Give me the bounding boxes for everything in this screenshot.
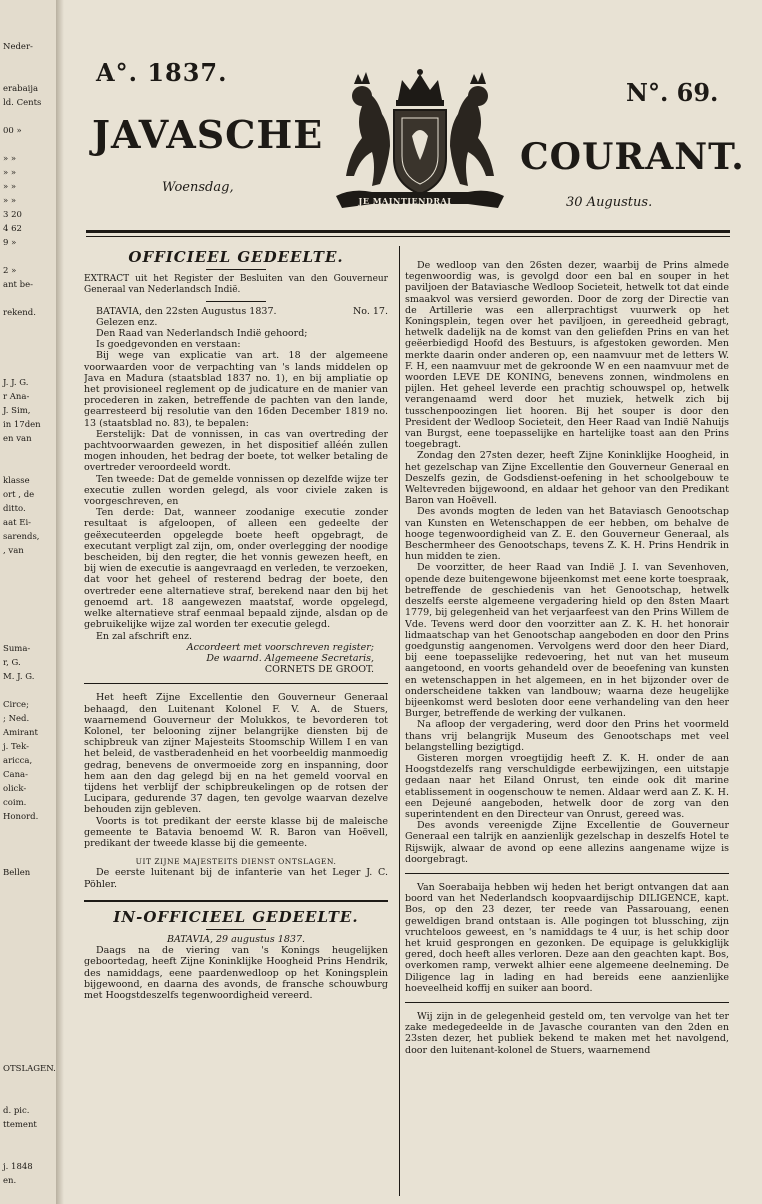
strip-fragment: ; Ned.: [3, 714, 30, 724]
news-paragraph: Wij zijn in de gelegenheid gesteld om, ten vervolge van het ter zake medegedeelde in de Javasche couranten van den 2den en 23sten dezer, het publiek bekend te maken met het navolgend, door den luitenant-kolonel de Stuers, waarnemend: [405, 1011, 729, 1056]
inofficieel-paragraph: Daags na de viering van 's Konings heugelijken geboortedag, heeft Zijne Koninklijke Hoogheid Prins Hendrik, des namiddags, eene paardenwedloop op het Koningsplein bijgewoond, en daarna des avonds, de fransche schouwburg met Hoogstdeszelfs tegenwoordigheid vereerd.: [84, 945, 388, 1001]
strip-fragment: r Ana-: [3, 392, 30, 402]
strip-fragment: OTSLAGEN.: [3, 1064, 56, 1074]
strip-fragment: Suma-: [3, 644, 31, 654]
strip-fragment: ant be-: [3, 280, 34, 290]
heading-rule: [206, 929, 266, 930]
decree-line-1: Gelezen enz.: [96, 316, 158, 328]
decree-line-3: Is goedgevonden en verstaan:: [96, 339, 241, 351]
news-paragraph: De voorzitter, de heer Raad van Indië J. I. van Sevenhoven, opende deze buitengewone bijeenkomst met eene korte toespraak, betreffende de geschiedenis van het Genootschap, hetwelk deszelfs eerste algemeene vergadering hield op den 8sten Maart 1779, bij gelegenheid van het verjaarfeest van den Prins Willem de Vde. Tevens werd door den voorzitter aan Z. K. H. het honorair lidmaatschap van het Genootschap aangeboden en door den Prins goedgunstig aangenomen. Vervolgens werd door den heer Diard, bij eene toepasselijke redevoering, het nut van het museum aangetoond, en voorts gehandeld over de beoefening van kunsten en wetenschappen in het algemeen, en in het bijzonder over de onderscheidene takken van landbouw; waarna deze heugelijke bijeenkomst werd besloten door eene verhandeling van den heer Burger, betreffende de werking der vulkanen.: [405, 562, 729, 720]
strip-fragment: aat Ei-: [3, 518, 32, 528]
strip-fragment: J. J. G.: [3, 378, 29, 388]
decree-dateline: [84, 306, 388, 317]
issue-date: 30 Augustus.: [566, 195, 653, 210]
strip-fragment: coim.: [3, 798, 27, 808]
crest-motto: JE MAINTIENDRAI: [358, 196, 452, 206]
strip-fragment: 2 »: [3, 266, 17, 276]
section-divider-thick: [84, 900, 388, 902]
strip-fragment: » »: [3, 154, 17, 164]
appointment-paragraph: Voorts is tot predikant der eerste klasse bij de maleische gemeente te Batavia benoemd W. R. Baron van Hoëvell, predikant der tweede klasse bij die gemeente.: [84, 815, 388, 849]
strip-fragment: M. J. G.: [3, 672, 35, 682]
strip-fragment: j. Tek-: [3, 742, 29, 752]
officieel-heading: OFFICIEEL GEDEELTE.: [128, 248, 344, 266]
strip-fragment: Circe;: [3, 700, 29, 710]
news-paragraph: Zondag den 27sten dezer, heeft Zijne Koninklijke Hoogheid, in het gezelschap van Zijne Excellentie den Gouverneur Generaal en Deszelfs gezin, de Godsdienst-oefening in het schoolgebouw te Weltevreden bijgewoond, en aldaar het gehoor van den Predikant Baron van Hoëvell.: [405, 450, 729, 507]
strip-fragment: Bellen: [3, 868, 31, 878]
strip-fragment: d. pic.: [3, 1106, 30, 1116]
strip-fragment: Honord.: [3, 812, 39, 822]
inofficieel-heading: IN-OFFICIEEL GEDEELTE.: [113, 907, 359, 926]
secretary-title: De waarnd. Algemeene Secretaris,: [206, 652, 374, 664]
strip-fragment: erabaija: [3, 84, 39, 94]
issue-weekday: Woensdag,: [162, 180, 234, 195]
strip-fragment: en.: [3, 1176, 17, 1186]
decree-date: BATAVIA, den 22sten Augustus 1837.: [96, 305, 277, 317]
strip-fragment: sarends,: [3, 532, 40, 542]
spacer: [84, 849, 388, 856]
strip-fragment: ditto.: [3, 504, 26, 514]
strip-fragment: » »: [3, 182, 17, 192]
strip-fragment: Amirant: [3, 728, 38, 738]
page-binding-shadow: [56, 0, 64, 1204]
news-paragraph: De wedloop van den 26sten dezer, waarbij de Prins almede tegenwoordig was, is gevolgd door een bal en souper in het paviljoen der Bataviasche Wedloop Societeit, hetwelk tot dat einde smaakvol was versierd geworden. Door de zorg der Directie van de Artillerie was een allerprachtigst vuurwerk op het Koningsplein, tegen over het paviljoen, in gereedheid gebragt, hetwelk dadelijk na de komst van den geliefden Prins en van het geëerbiedigd Hoofd des Bestuurs, is afgestoken geworden. Men merkte daarin onder anderen op, een naamvuur met de letters W. F. H, een naamvuur met de gekroonde W en een naamvuur met de woorden LEVE DE KONING, benevens zonnen, windmolens en pijlen. Het geheel leverde een prachtig schouwspel op, hetwelk verangenaamd werd door het muziek, hetwelk zich bij tusschenpoozingen liet hooren. Bij het souper is door den President der Wedloop Societeit, den Heer Raad van Indië Nahuijs van Burgst, eene toepasselijke en hartelijke toast aan den Prins toegebragt.: [405, 260, 729, 451]
strip-fragment: Neder-: [3, 42, 33, 52]
strip-fragment: in 17den: [3, 420, 41, 430]
section-divider: [84, 683, 388, 684]
strip-fragment: 4 62: [3, 224, 22, 234]
strip-fragment: , van: [3, 546, 24, 556]
decree-paragraph: Ten tweede: Dat de gemelde vonnissen op dezelfde wijze ter executie zullen worden gelegd, als voor civiele zaken is voorgeschreven, en: [84, 473, 388, 508]
dismissed-paragraph: De eerste luitenant bij de infanterie van het Leger J. C. Pöhler.: [84, 867, 388, 890]
issue-number: N°. 69.: [626, 78, 719, 107]
strip-fragment: » »: [3, 168, 17, 178]
heading-rule: [206, 301, 266, 302]
decree-number: No. 17.: [352, 305, 388, 317]
section-divider: [405, 873, 729, 874]
news-paragraph: Van Soerabaija hebben wij heden het berigt ontvangen dat aan boord van het Nederlandsch koopvaardijschip DILIGENCE, kapt. Bos, op den 23 dezer, ter reede van Passarouang, eenen geweldigen brand ontstaan is. Alle pogingen tot blussching, zijn vruchteloos geweest, en 's namiddags te 4 uur, is het schip door het kruid gesprongen en gezonken. De equipage is gelukkiglijk gered, doch heeft alles verloren. Deze aan den geachten kapt. Bos, overkomen ramp, verwekt alhier eene algemeene deelneming. De Diligence lag in lading en had bereids eene aanzienlijke hoeveelheid koffij en suiker aan boord.: [405, 881, 729, 994]
section-divider: [405, 1002, 729, 1003]
column-divider: [399, 246, 400, 1196]
left-column: [84, 244, 388, 1199]
previous-page-strip: [0, 0, 58, 1204]
signature-name: CORNETS DE GROOT.: [264, 664, 374, 676]
title-javasche: JAVASCHE: [92, 112, 324, 157]
heading-rule: [206, 269, 266, 270]
right-column: [405, 260, 729, 1200]
strip-fragment: 9 »: [3, 238, 17, 248]
strip-fragment: 00 »: [3, 126, 22, 136]
strip-fragment: ld. Cents: [3, 98, 42, 108]
masthead-rule-thin: [86, 236, 730, 237]
decree-paragraph: Eerstelijk: Dat de vonnissen, in cas van overtreding der pachtvoorwaarden gewezen, in het dispositief alléén zullen mogen inhouden, het bedrag der boete, tot welker betaling de overtreder veroordeeld wordt.: [84, 428, 388, 474]
strip-fragment: olick-: [3, 784, 27, 794]
news-paragraph: Des avonds vereenigde Zijne Excellentie de Gouverneur Generaal een talrijk en aanzienlijk gezelschap in deszelfs Hotel te Rijswijk, alwaar de avond op eene allezins aangename wijze is doorgebragt.: [405, 820, 729, 865]
news-paragraph: Gisteren morgen vroegtijdig heeft Z. K. H. onder de aan Hoogstdezelfs rang verschuldigde eerbewijzingen, een uitstapje gedaan naar het Eiland Onrust, ten einde ook dit marine etablissement in oogenschouw te nemen. Aldaar werd aan Z. K. H. een Dejeuné aangeboden, hetwelk door de zorg van den superintendent en den Directeur van Onrust, gereed was.: [405, 752, 729, 820]
strip-fragment: rekend.: [3, 308, 36, 318]
news-paragraph: Na afloop der vergadering, werd door den Prins het voormeld thans vrij belangrijk Museum des Genootschaps met veel belangstelling bezigtigd.: [405, 719, 729, 753]
inofficieel-dateline: BATAVIA, 29 augustus 1837.: [166, 933, 306, 945]
strip-fragment: aricca,: [3, 756, 33, 766]
decree-paragraph: Ten derde: Dat, wanneer zoodanige executie zonder resultaat is afgeloopen, of alleen een gedeelte der geëxecuteerden opgelegde boete heeft opgebragt, de executant verpligt zal zijn, om, onder overlegging der noodige bescheiden, bij den regter, die het vonnis gewezen heeft, en bij wien de executie is aangevraagd en verleden, te verzoeken, dat voor het geheel of resterend bedrag der boete, den overtreder eene alternatieve straf, berekend naar den bij het genoemd art. 18 aangewezen maatstaf, worde opgelegd, welke alternatieve straf eenmaal bepaald zijnde, alsdan op de gebruikelijke wijze zal worden ter executie gelegd.: [84, 507, 388, 631]
news-paragraph: Des avonds mogten de leden van het Bataviasch Genootschap van Kunsten en Wetenschappen de eer hebben, om behalve de hooge tegenwoordigheid van Z. E. den Gouverneur Generaal, als Beschermheer des Genootschaps, tevens Z. K. H. Prins Hendrik in hun midden te zien.: [405, 506, 729, 563]
accordeert-line: Accordeert met voorschreven register;: [186, 641, 374, 653]
appointment-paragraph: Het heeft Zijne Excellentie den Gouverneur Generaal behaagd, den Luitenant Kolonel F. V. A. de Stuers, waarnemend Gouverneur der Molukkos, te bevorderen tot Kolonel, ter belooning zijner belangrijke diensten bij de schipbreuk van zijner Majesteits Stoomschip Willem I en van het beleid, de vastberadenheid en het voorbeeldig manmoedig gedrag, benevens de onvermoeide zorg en inspanning, door hem aan den dag gelegd bij en na het gemeld voorval en tijdens het verblijf der schipbreukelingen op de rotsen der Lucipara, gedurende 37 dagen, ten gevolge waarvan dezelve behouden zijn gebleven.: [84, 692, 388, 816]
strip-fragment: » »: [3, 196, 17, 206]
strip-fragment: ort , de: [3, 490, 35, 500]
strip-fragment: ttement: [3, 1120, 37, 1130]
strip-fragment: klasse: [3, 476, 30, 486]
dismissed-heading: UIT ZIJNE MAJESTEITS DIENST ONTSLAGEN.: [135, 857, 337, 867]
extract-title: EXTRACT uit het Register der Besluiten van den Gouverneur Generaal van Nederlandsch Indië.: [84, 274, 388, 296]
decree-line-2: Den Raad van Nederlandsch Indië gehoord;: [96, 328, 308, 340]
strip-fragment: Cana-: [3, 770, 28, 780]
decree-paragraph: Bij wege van explicatie van art. 18 der algemeene voorwaarden voor de verpachting van 's lands middelen op Java en Madura (staatsblad 1837 no. 1), en bij ampliatie op het provisioneel reglement op de judicature en de manier van procederen in zaken, betreffende de pachten van den lande, gearresteerd bij resolutie van den 16den December 1819 no. 13 (staatsblad no. 83), te bepalen:: [84, 350, 388, 429]
strip-fragment: j. 1848: [3, 1162, 33, 1172]
issue-year: A°. 1837.: [96, 58, 228, 87]
strip-fragment: r, G.: [3, 658, 21, 668]
strip-fragment: 3 20: [3, 210, 22, 220]
decree-paragraph: En zal afschrift enz.: [96, 630, 192, 642]
masthead-rule-thick: [86, 230, 730, 233]
strip-fragment: J. Sim,: [3, 406, 31, 416]
title-courant: COURANT.: [520, 136, 745, 178]
strip-fragment: en van: [3, 434, 32, 444]
